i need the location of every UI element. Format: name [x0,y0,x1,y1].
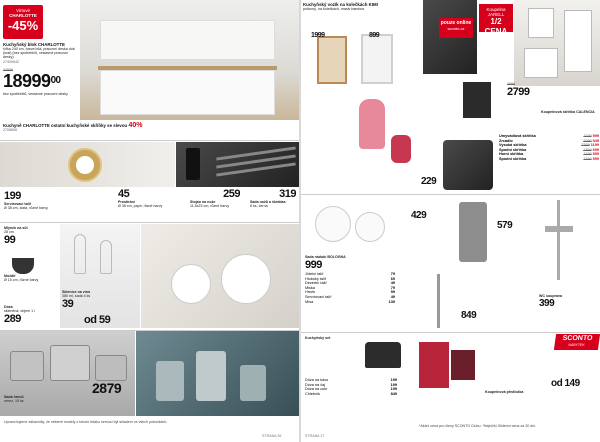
jarell-row-0: Umyvadlová skříňka 1199 599 [499,134,599,138]
item-sada: 2879 [92,380,122,396]
item-kos2: 579 [497,220,513,231]
promo [3,123,203,132]
item-prostirani: 45 Prostírání Ø 38 cm, papír, různé barvy [118,188,163,209]
item-box: Kuchyňský set [305,336,331,340]
promo-code: 2708808 [3,128,17,132]
calencia-title: Koupelnová skříňka CALENCIA [541,110,595,114]
shower-photo [527,196,599,286]
promo-pct: 40% [128,122,143,129]
doza-row-0: Dóza na kávu 199 [305,378,397,382]
kitchen-info [3,42,79,96]
doza-row-2: Dóza na cukr 199 [305,387,397,392]
item-servirovaci: 199 Servírovací talíř Ø 38 cm, zlatá, různé barvy [4,190,48,211]
bologna-row-1: Hluboký talíř 69 [305,276,395,281]
kitchen-note: bez spotřebičů, vestavné pracovní desky [3,92,68,97]
bologna-row-3: Miska 79 [305,285,395,290]
bologna-info: Sada nádobí BOLOGNA 999 [305,255,346,272]
jarell-row-2: Vysoká skříňka 2399 1199 [499,143,599,148]
kimi-price-a: 1999 [311,32,325,39]
mozdir-price: od 59 [84,314,111,326]
item-zastera: 429 [411,210,427,221]
kimi-price-b: 899 [369,32,380,39]
bologna-row-6: Mísa 139 [305,299,395,304]
left-footer: Upozorňujeme zákazníky, že některé modely z tohoto letáku nemusí být skladem ve všech pobočkách. [4,420,168,424]
bologna-list [305,272,395,304]
item-predlozka: Koupelnová předložka [485,390,524,394]
laundry-photo [447,196,499,272]
box-photo [359,336,407,374]
badge-pct: -45% [7,18,39,33]
badge-line2: CHARLOTTE [9,13,37,18]
jarell-row-5: Spodní skříňka 1199 599 [499,156,599,161]
jarell-row-3: Spodní skříňka 1399 699 [499,147,599,152]
item-mozdir: Moždíř Ø 15 cm, různé barvy [4,258,59,282]
knives-photo [176,142,299,187]
item-kos: 229 [421,176,437,187]
storage-photo [136,331,299,416]
tableware-photo [0,142,175,187]
left-page [0,0,299,442]
discount-badge [3,5,43,39]
right-footer: *Akční cena pro členy SCONTO Clubu. *Nejnižší 30denní cena za 30 dní. [419,424,537,428]
kitchen-old-price: 34999 [3,67,13,72]
jarell-badge: Koupelna JARELL 1/2 CENA [479,4,513,32]
plates-photo [141,224,299,328]
kitchen-price: 18999$^{00}$ [3,71,61,92]
bathroom-photo [514,0,600,86]
kimi-info: Kuchyňský vozík na kolečkách KIMI policový, na kolečkách, masiv bambus [303,2,378,11]
item-stojan2: 849 [461,310,477,321]
kitchen-title: Kuchyňský blok CHARLOTTE [3,42,65,47]
bologna-row-4: Hrnek 59 [305,290,395,295]
badge-line1: Virtuvė [16,8,30,13]
jarell-row-4: Horní skříňka 1199 599 [499,152,599,157]
predlozka-price: od 149 [551,378,580,389]
right-page-num: STRANA 27 [305,434,325,438]
towel-photo [419,270,461,330]
item-wc: WC souprava 399 [539,294,562,310]
jarell-list [499,134,599,162]
bologna-row-0: Jídelní talíř 79 [305,272,395,276]
kitchen-desc: šířka 240 cm, barva bílá, pracovní deska dub (kraf) (bez spotřebičů, vestavné pracovní desky) [3,47,75,60]
sconto-logo: SCONTO NÁBYTEK [554,334,600,350]
item-doza: Dóza skleněná, objem 1 l 289 [4,305,35,326]
right-page [301,0,600,442]
calencia-photo [443,80,513,120]
apron-photo [341,95,421,185]
kitchen-code: 27409542 [3,59,19,64]
item-sada-label: Sada hrnců nerez, 15 ks [4,395,24,404]
promo-text: Kuchyně CHARLOTTE ostatní kuchyňské skříňky se slevou [3,123,128,128]
bologna-photo [305,196,405,252]
left-page-num: STRANA 26 [262,434,282,438]
bologna-row-2: Dezertní talíř 49 [305,281,395,286]
kimi-photo [305,30,423,90]
doza-list [305,378,397,396]
online-badge: pouze online sconto.cz [439,18,473,38]
doza-row-1: Dóza na čaj 199 [305,382,397,387]
calencia-price: 4999 2799 [507,82,530,99]
kos-photo [443,140,493,190]
doza-row-3: Chlebník 849 [305,391,397,396]
item-sklenice: Sklenice na víno 380 ml, sada 4 ks 39 [62,290,91,311]
item-stojan: 259 Stojan na nože 11,5x23 cm, různé barvy [190,188,240,209]
glasses-photo [60,224,140,328]
item-mlynek: Mlýnek na sůl 28 cm 99 [4,226,28,247]
bologna-row-5: Servírovací talíř 49 [305,294,395,299]
kitchen-photo [80,0,299,120]
item-nuzky: 319 Sada nožů a škrabka 6 ks, černá [250,188,296,209]
mats-photo [411,336,481,396]
jarell-row-1: Zrcadlo 1099 549 [499,138,599,143]
